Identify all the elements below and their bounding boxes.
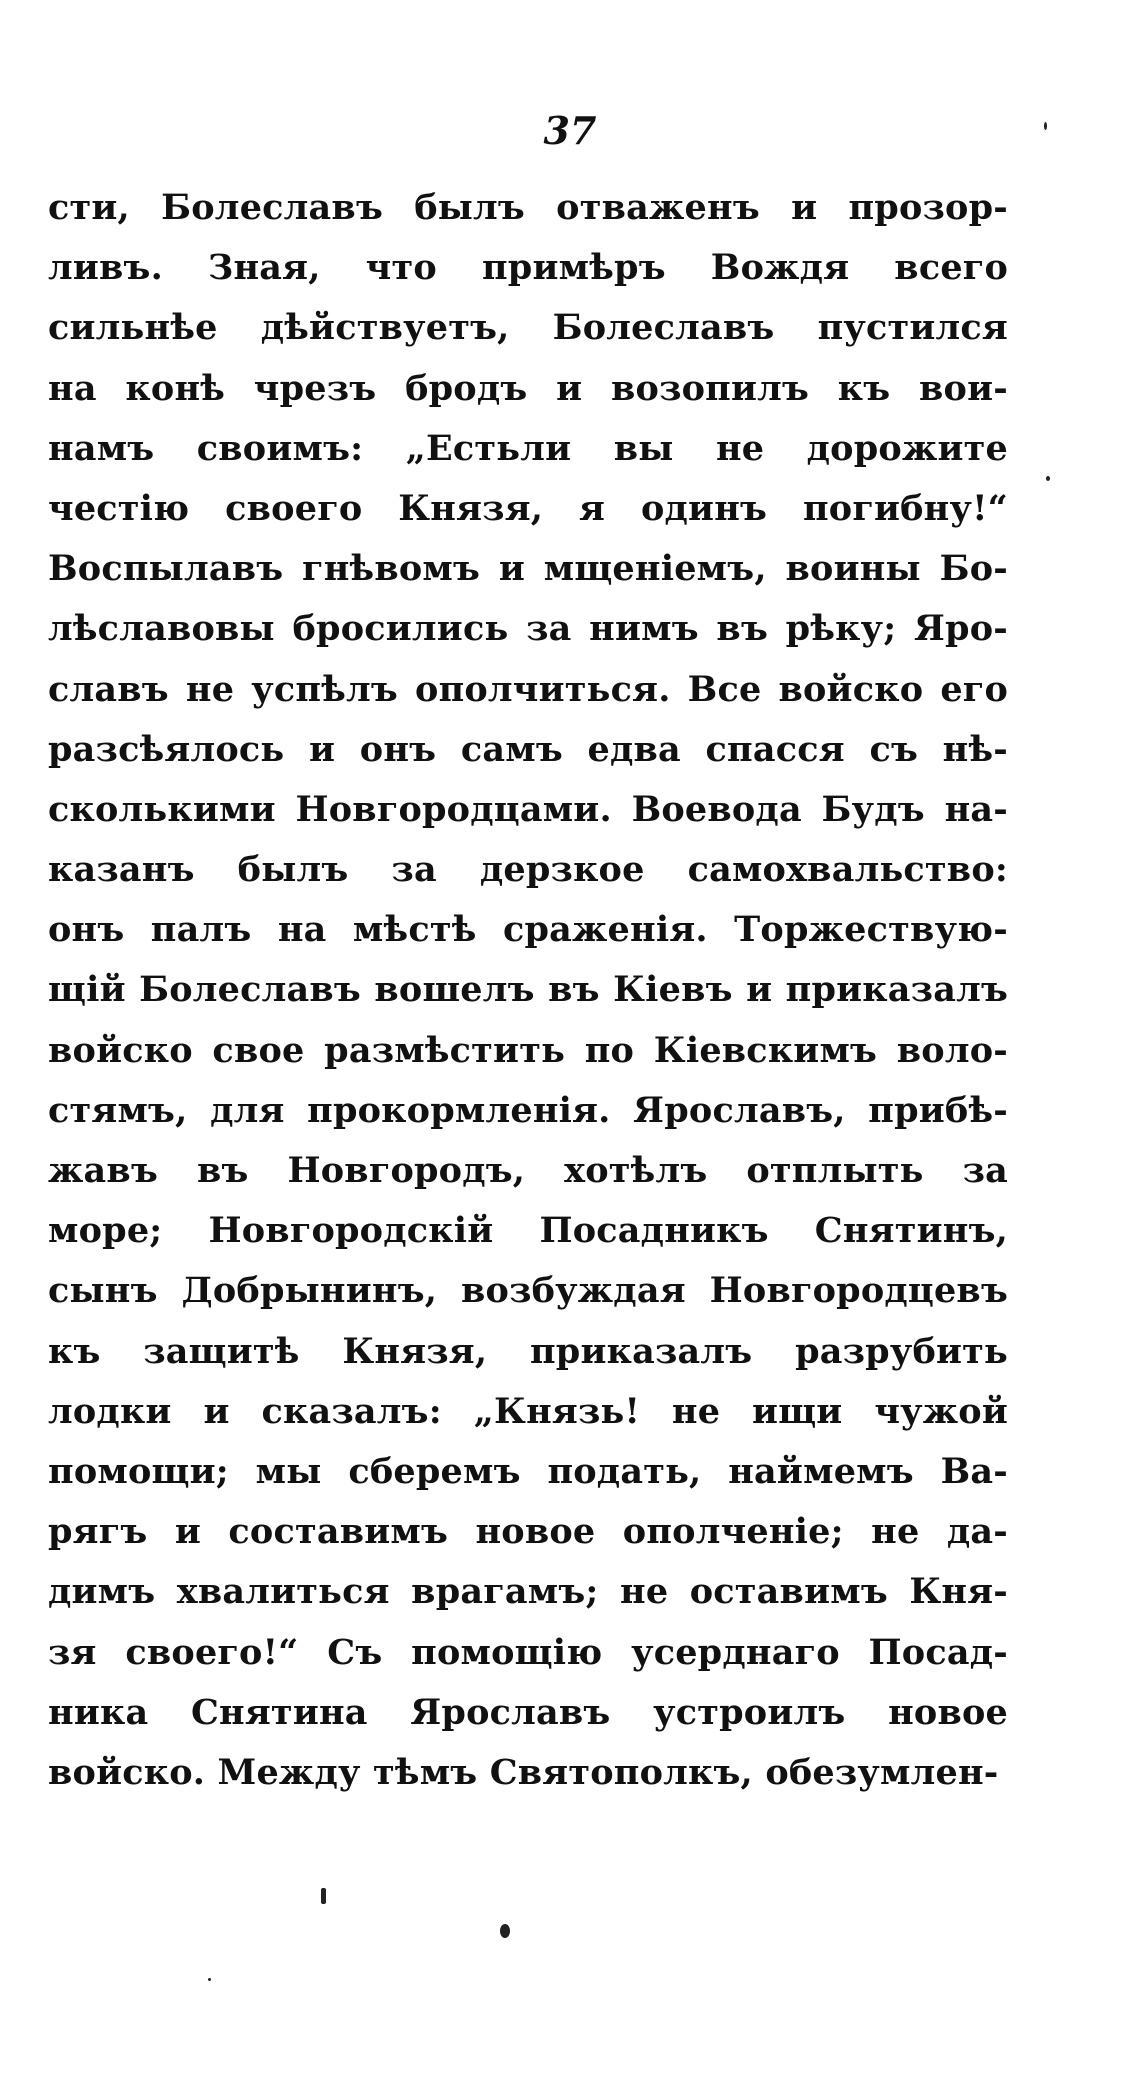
text-line: онъ палъ на мѣстѣ сраженія. Торжествую- [48,909,1008,951]
ink-speck [500,1924,510,1938]
text-line: сынъ Добрынинъ, возбуждая Новгородцевъ [48,1270,1008,1312]
text-line: лодки и сказалъ: „Князь! не ищи чужой [48,1390,1008,1432]
text-line: зя своего!“ Съ помощію усерднаго Посад- [48,1631,1008,1673]
text-line: лѣславовы бросились за нимъ въ рѣку; Яро- [48,608,1008,650]
text-line: войско свое размѣстить по Кіевскимъ воло- [48,1029,1008,1071]
text-line: помощи; мы сберемъ подать, наймемъ Ва- [48,1450,1008,1492]
text-line: на конѣ чрезъ бродъ и возопилъ къ вои- [48,367,1008,409]
text-line: ливъ. Зная, что примѣръ Вождя всего [48,247,1008,289]
text-line: войско. Между тѣмъ Святополкъ, обезумлен- [48,1751,999,1793]
ink-speck [208,1978,211,1981]
ink-speck [321,1888,326,1904]
text-line: Воспылавъ гнѣвомъ и мщеніемъ, воины Бо- [48,548,1008,590]
text-line: разсѣялось и онъ самъ едва спасся съ нѣ- [48,728,1008,770]
text-line: сти, Болеславъ былъ отваженъ и прозор- [48,187,1008,228]
text-line: намъ своимъ: „Естьли вы не дорожите [48,427,1008,469]
text-line: стямъ, для прокормленія. Ярославъ, прибѣ- [48,1089,1008,1131]
ink-speck [1046,476,1050,481]
text-line: честію своего Князя, я одинъ погибну!“ [48,487,1008,529]
ink-speck [1044,122,1047,130]
text-line: щій Болеславъ вошелъ въ Кіевъ и приказалъ [48,969,1008,1011]
text-line: димъ хвалиться врагамъ; не оставимъ Кня- [48,1571,1008,1613]
text-line: сколькими Новгородцами. Воевода Будъ на- [48,788,1008,830]
text-line: жавъ въ Новгородъ, хотѣлъ отплыть за [48,1150,1008,1191]
text-line: море; Новгородскій Посадникъ Снятинъ, [48,1210,1008,1252]
text-line: сильнѣе дѣйствуетъ, Болеславъ пустился [48,307,1008,349]
page-number: 37 [543,108,597,153]
text-line: къ защитѣ Князя, приказалъ разрубить [48,1330,1008,1372]
text-line: рягъ и составимъ новое ополченіе; не да- [48,1511,1008,1553]
text-line: ника Снятина Ярославъ устроилъ новое [48,1691,1008,1733]
text-line: казанъ былъ за дерзкое самохвальство: [48,849,1008,891]
body-text [48,178,1008,1803]
text-line: славъ не успѣлъ ополчиться. Все войско его [48,668,1008,710]
